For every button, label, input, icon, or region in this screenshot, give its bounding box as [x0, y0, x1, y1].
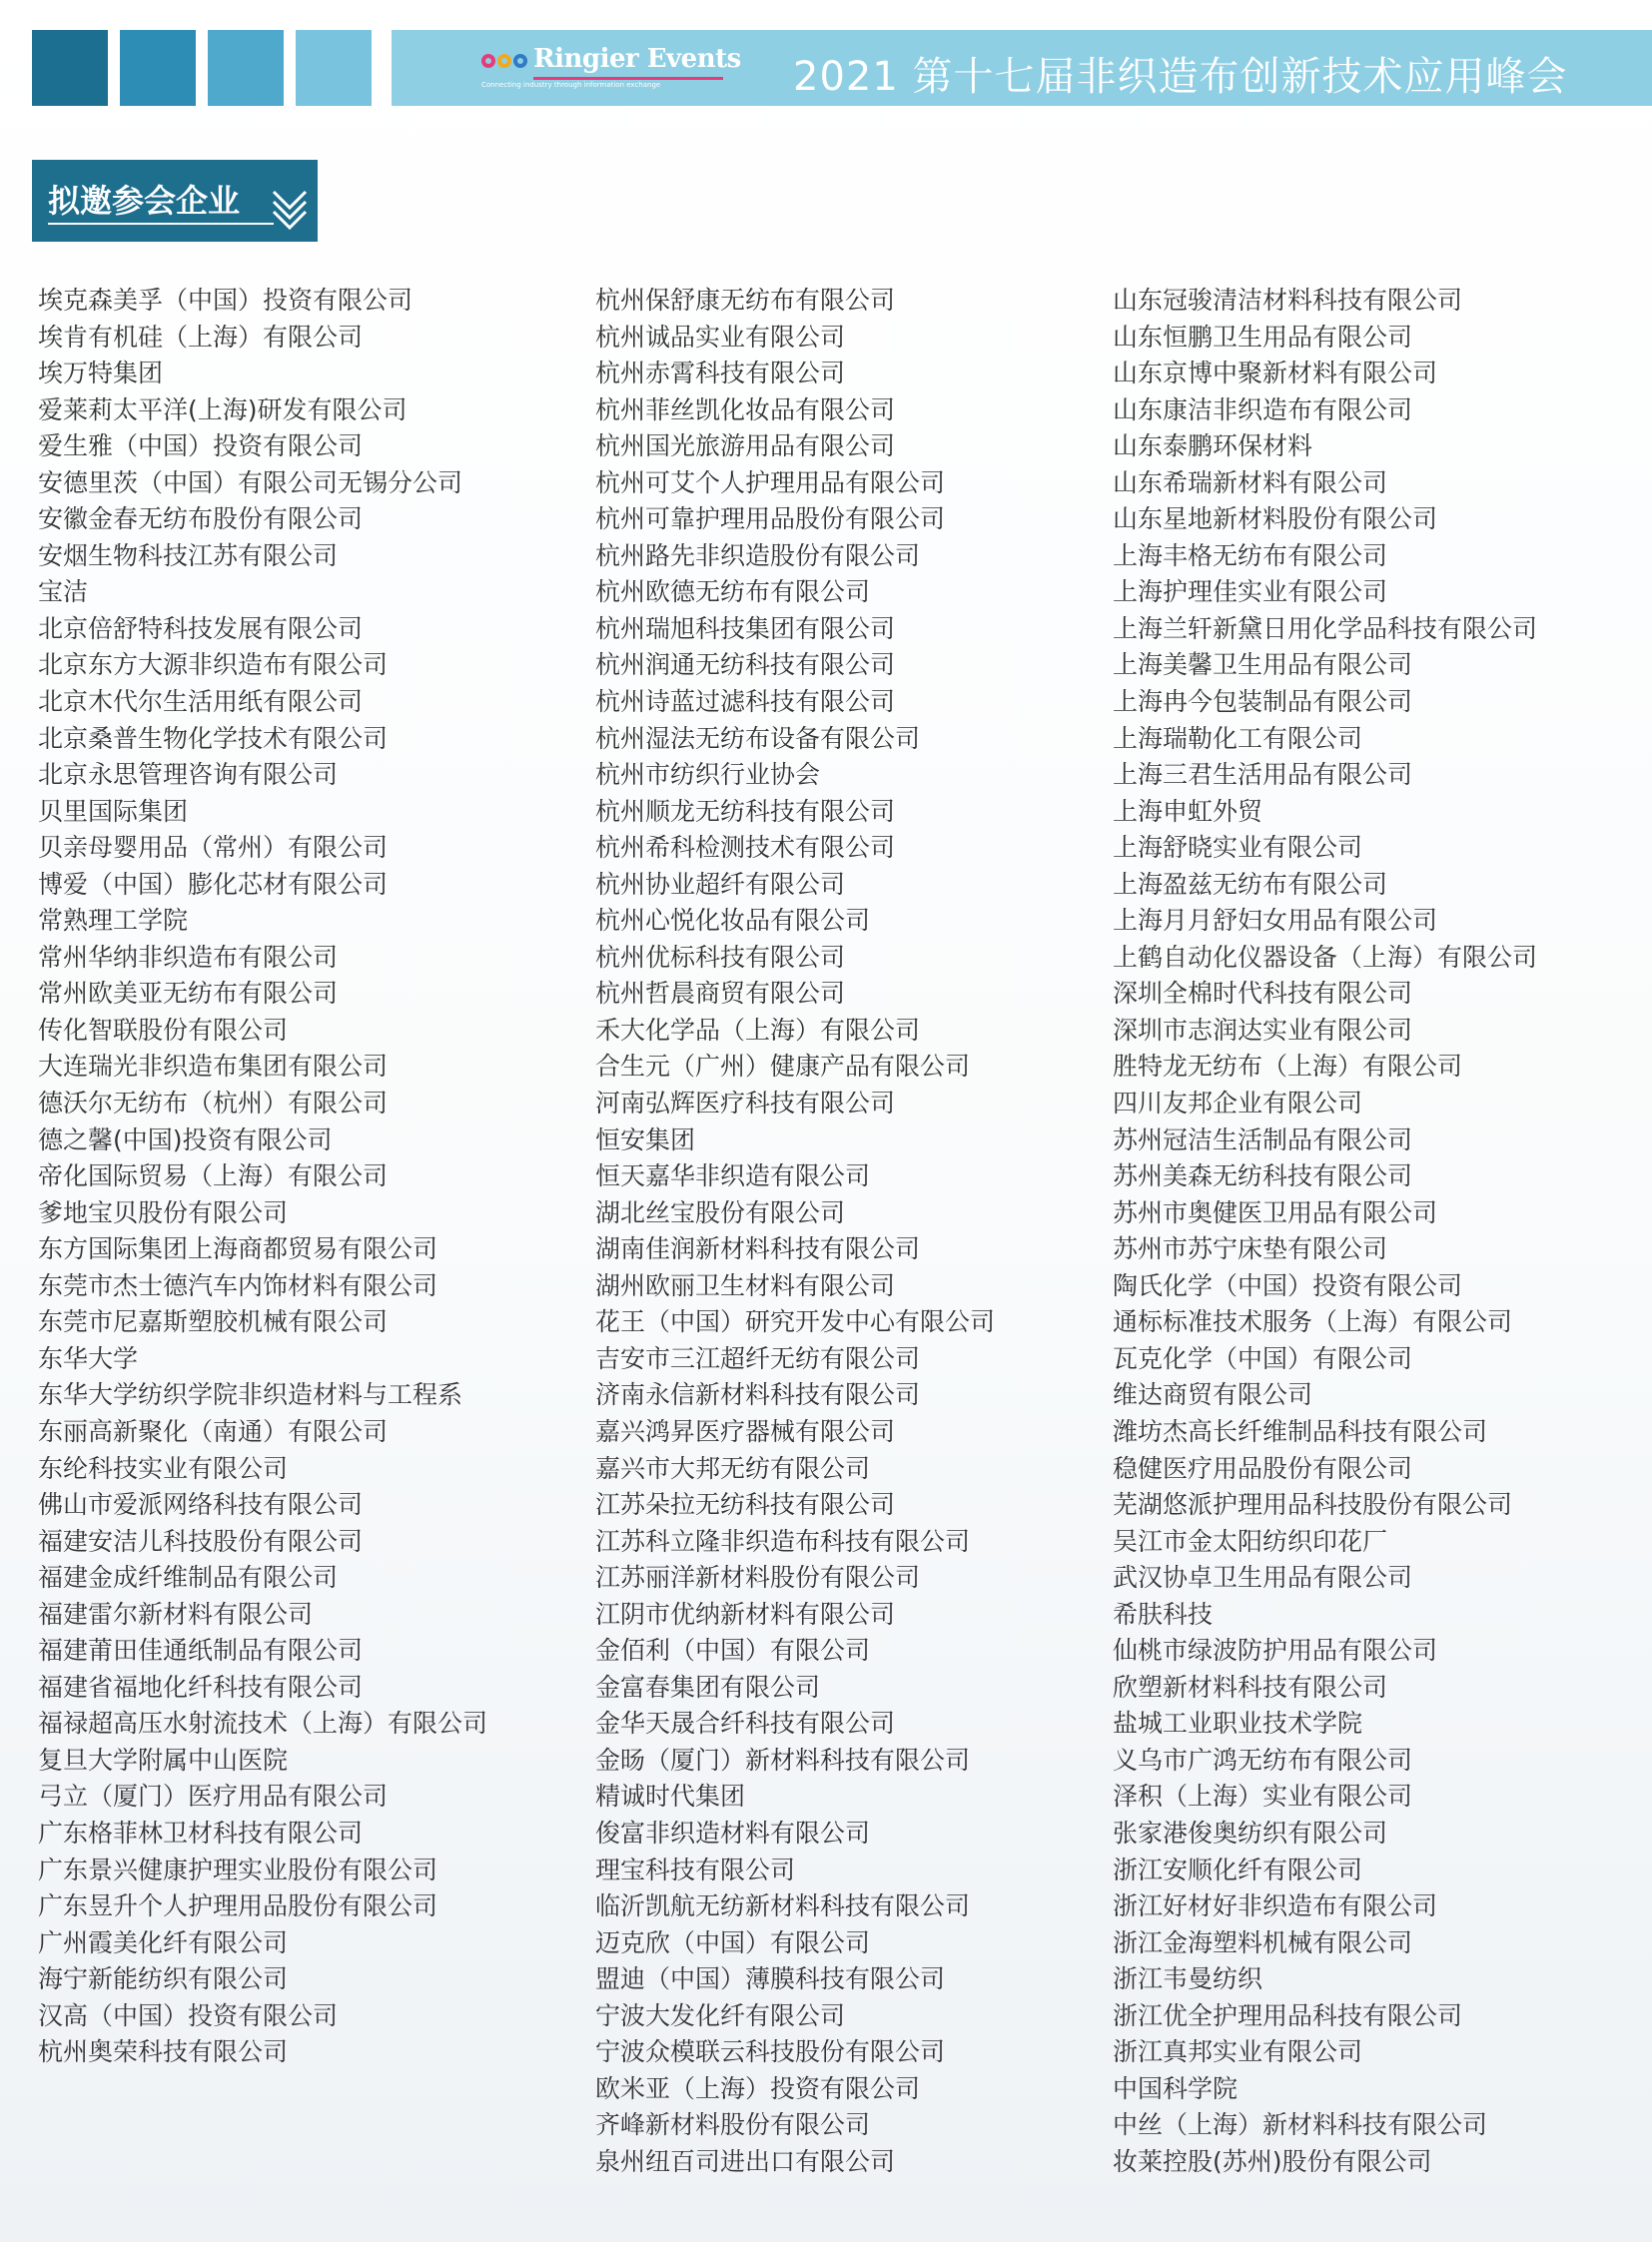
section-title: 拟邀参会企业	[48, 182, 241, 220]
company-name: 理宝科技有限公司	[595, 1855, 796, 1884]
company-name: 江苏丽洋新材料股份有限公司	[595, 1563, 921, 1593]
company-name: 上海兰轩新黛日用化学品科技有限公司	[1113, 613, 1538, 643]
company-name: 德沃尔无纺布（杭州）有限公司	[38, 1089, 389, 1119]
company-name: 大连瑞光非织造布集团有限公司	[38, 1052, 389, 1082]
company-name: 上海美馨卫生用品有限公司	[1113, 650, 1413, 680]
company-name: 禾大化学品（上海）有限公司	[595, 1015, 921, 1045]
company-name: 传化智联股份有限公司	[38, 1015, 289, 1045]
company-name: 杭州希科检测技术有限公司	[595, 833, 896, 863]
section-title-box	[32, 160, 318, 242]
company-name: 通标标准技术服务（上海）有限公司	[1113, 1307, 1513, 1337]
company-name: 常州欧美亚无纺布有限公司	[38, 979, 339, 1009]
company-name: 杭州诚品实业有限公司	[595, 322, 846, 352]
header-square-1	[32, 30, 108, 106]
company-name: 仙桃市绿波防护用品有限公司	[1113, 1636, 1438, 1666]
company-name: 上海护理佳实业有限公司	[1113, 577, 1388, 607]
header-square-4	[296, 30, 372, 106]
company-name: 山东冠骏清洁材料科技有限公司	[1113, 286, 1463, 315]
company-name: 陶氏化学（中国）投资有限公司	[1113, 1270, 1463, 1300]
company-name: 欧米亚（上海）投资有限公司	[595, 2073, 921, 2103]
company-name: 临沂凯航无纺新材料科技有限公司	[595, 1891, 971, 1921]
company-name: 安烟生物科技江苏有限公司	[38, 540, 339, 570]
company-name: 维达商贸有限公司	[1113, 1380, 1313, 1410]
company-name: 广州霞美化纤有限公司	[38, 1927, 289, 1957]
company-name: 欣塑新材料科技有限公司	[1113, 1672, 1388, 1702]
company-name: 汉高（中国）投资有限公司	[38, 2000, 339, 2030]
company-name: 浙江金海塑料机械有限公司	[1113, 1927, 1413, 1957]
company-name: 东莞市尼嘉斯塑胶机械有限公司	[38, 1307, 389, 1337]
company-name: 复旦大学附属中山医院	[38, 1745, 289, 1775]
company-name: 北京木代尔生活用纸有限公司	[38, 687, 364, 717]
header-square-2	[120, 30, 196, 106]
company-name: 杭州欧德无纺布有限公司	[595, 577, 871, 607]
company-name: 爱莱莉太平洋(上海)研发有限公司	[38, 394, 408, 424]
company-name: 山东康洁非织造布有限公司	[1113, 394, 1413, 424]
company-name: 东方国际集团上海商都贸易有限公司	[38, 1234, 438, 1264]
company-name: 常熟理工学院	[38, 906, 189, 936]
company-name: 山东希瑞新材料有限公司	[1113, 467, 1388, 497]
header-square-3	[208, 30, 284, 106]
company-name: 盐城工业职业技术学院	[1113, 1709, 1363, 1739]
company-name: 山东泰鹏环保材料	[1113, 431, 1313, 461]
company-name: 贝亲母婴用品（常州）有限公司	[38, 833, 389, 863]
event-title: 2021 第十七届非织造布创新技术应用峰会	[793, 54, 1568, 100]
company-name: 东华大学纺织学院非织造材料与工程系	[38, 1380, 463, 1410]
company-name: 江阴市优纳新材料有限公司	[595, 1599, 896, 1629]
company-name: 宁波大发化纤有限公司	[595, 2000, 846, 2030]
company-name: 福建省福地化纤科技有限公司	[38, 1672, 364, 1702]
company-name: 杭州优标科技有限公司	[595, 942, 846, 972]
company-name: 爹地宝贝股份有限公司	[38, 1197, 289, 1227]
company-name: 杭州赤霄科技有限公司	[595, 359, 846, 388]
company-name: 北京东方大源非织造布有限公司	[38, 650, 389, 680]
company-name: 苏州冠洁生活制品有限公司	[1113, 1124, 1413, 1154]
section-title-underline	[48, 223, 274, 225]
company-name: 东华大学	[38, 1343, 139, 1373]
company-name: 福建雷尔新材料有限公司	[38, 1599, 314, 1629]
company-name: 杭州诗蓝过滤科技有限公司	[595, 687, 896, 717]
company-name: 埃克森美孚（中国）投资有限公司	[38, 286, 413, 315]
company-name: 上鹤自动化仪器设备（上海）有限公司	[1113, 942, 1538, 972]
company-name: 杭州哲晨商贸有限公司	[595, 979, 846, 1009]
company-name: 上海丰格无纺布有限公司	[1113, 540, 1388, 570]
company-name: 上海瑞勒化工有限公司	[1113, 723, 1363, 753]
company-name: 上海盈兹无纺布有限公司	[1113, 869, 1388, 899]
company-name: 爱生雅（中国）投资有限公司	[38, 431, 364, 461]
company-name: 湖州欧丽卫生材料有限公司	[595, 1270, 896, 1300]
company-name: 四川友邦企业有限公司	[1113, 1089, 1363, 1119]
company-name: 山东京博中聚新材料有限公司	[1113, 359, 1438, 388]
company-name: 常州华纳非织造布有限公司	[38, 942, 339, 972]
company-name: 安徽金春无纺布股份有限公司	[38, 504, 364, 534]
company-name: 杭州心悦化妆品有限公司	[595, 906, 871, 936]
company-name: 浙江韦曼纺织	[1113, 1964, 1263, 1994]
company-name: 潍坊杰高长纤维制品科技有限公司	[1113, 1416, 1488, 1446]
company-name: 上海冉今包装制品有限公司	[1113, 687, 1413, 717]
company-name: 博爱（中国）膨化芯材有限公司	[38, 869, 389, 899]
company-name: 芜湖悠派护理用品科技股份有限公司	[1113, 1490, 1513, 1520]
company-name: 杭州奥荣科技有限公司	[38, 2037, 289, 2067]
company-name: 安德里茨（中国）有限公司无锡分公司	[38, 467, 463, 497]
company-name: 埃万特集团	[38, 359, 164, 388]
company-name: 浙江安顺化纤有限公司	[1113, 1855, 1363, 1884]
company-name: 瓦克化学（中国）有限公司	[1113, 1343, 1413, 1373]
company-list-column-3	[1113, 283, 1642, 2180]
company-name: 花王（中国）研究开发中心有限公司	[595, 1307, 996, 1337]
company-name: 埃肯有机硅（上海）有限公司	[38, 322, 364, 352]
company-name: 迈克欣（中国）有限公司	[595, 1927, 871, 1957]
company-name: 德之馨(中国)投资有限公司	[38, 1124, 333, 1154]
company-name: 杭州国光旅游用品有限公司	[595, 431, 896, 461]
company-name: 武汉协卓卫生用品有限公司	[1113, 1563, 1413, 1593]
company-name: 杭州路先非织造股份有限公司	[595, 540, 921, 570]
company-name: 福建莆田佳通纸制品有限公司	[38, 1636, 364, 1666]
company-name: 上海舒晓实业有限公司	[1113, 833, 1363, 863]
company-name: 福建安洁儿科技股份有限公司	[38, 1526, 364, 1556]
company-name: 杭州协业超纤有限公司	[595, 869, 846, 899]
company-list-column-1	[38, 283, 567, 2071]
ringier-events-logo	[481, 42, 741, 92]
logo-underline	[533, 77, 723, 80]
company-name: 吴江市金太阳纺织印花厂	[1113, 1526, 1388, 1556]
company-name: 泉州纽百司进出口有限公司	[595, 2146, 896, 2176]
company-name: 苏州市苏宁床垫有限公司	[1113, 1234, 1388, 1264]
company-name: 妆莱控股(苏州)股份有限公司	[1113, 2146, 1432, 2176]
company-name: 合生元（广州）健康产品有限公司	[595, 1052, 971, 1082]
company-list-column-2	[595, 283, 1095, 2180]
company-name: 上海月月舒妇女用品有限公司	[1113, 906, 1438, 936]
company-name: 金佰利（中国）有限公司	[595, 1636, 871, 1666]
company-name: 吉安市三江超纤无纺有限公司	[595, 1343, 921, 1373]
company-name: 杭州市纺织行业协会	[595, 760, 821, 790]
company-name: 广东景兴健康护理实业股份有限公司	[38, 1855, 438, 1884]
company-name: 湖北丝宝股份有限公司	[595, 1197, 846, 1227]
company-name: 东纶科技实业有限公司	[38, 1453, 289, 1483]
company-name: 杭州瑞旭科技集团有限公司	[595, 613, 896, 643]
company-name: 福禄超高压水射流技术（上海）有限公司	[38, 1709, 488, 1739]
company-name: 贝里国际集团	[38, 796, 189, 826]
company-name: 精诚时代集团	[595, 1782, 746, 1812]
company-name: 深圳全棉时代科技有限公司	[1113, 979, 1413, 1009]
company-name: 湖南佳润新材料科技有限公司	[595, 1234, 921, 1264]
company-name: 杭州湿法无纺布设备有限公司	[595, 723, 921, 753]
company-name: 北京桑普生物化学技术有限公司	[38, 723, 389, 753]
double-chevron-down-icon	[270, 188, 310, 230]
company-name: 东丽高新聚化（南通）有限公司	[38, 1416, 389, 1446]
company-name: 张家港俊奥纺织有限公司	[1113, 1818, 1388, 1848]
company-name: 嘉兴鸿昇医疗器械有限公司	[595, 1416, 896, 1446]
company-name: 盟迪（中国）薄膜科技有限公司	[595, 1964, 946, 1994]
company-name: 杭州润通无纺科技有限公司	[595, 650, 896, 680]
company-name: 苏州市奥健医卫用品有限公司	[1113, 1197, 1438, 1227]
company-name: 中国科学院	[1113, 2073, 1239, 2103]
company-name: 江苏科立隆非织造布科技有限公司	[595, 1526, 971, 1556]
company-name: 东莞市杰士德汽车内饰材料有限公司	[38, 1270, 438, 1300]
company-name: 上海申虹外贸	[1113, 796, 1263, 826]
page-header	[32, 30, 1652, 106]
company-name: 杭州保舒康无纺布有限公司	[595, 286, 896, 315]
company-name: 金富春集团有限公司	[595, 1672, 821, 1702]
company-name: 稳健医疗用品股份有限公司	[1113, 1453, 1413, 1483]
company-name: 恒安集团	[595, 1124, 696, 1154]
company-name: 齐峰新材料股份有限公司	[595, 2110, 871, 2140]
company-name: 泽积（上海）实业有限公司	[1113, 1782, 1413, 1812]
company-name: 福建金成纤维制品有限公司	[38, 1563, 339, 1593]
company-name: 杭州可艾个人护理用品有限公司	[595, 467, 946, 497]
company-name: 山东恒鹏卫生用品有限公司	[1113, 322, 1413, 352]
company-name: 苏州美森无纺科技有限公司	[1113, 1161, 1413, 1191]
company-name: 弓立（厦门）医疗用品有限公司	[38, 1782, 389, 1812]
company-name: 杭州顺龙无纺科技有限公司	[595, 796, 896, 826]
company-name: 俊富非织造材料有限公司	[595, 1818, 871, 1848]
logo-text: Ringier Events	[533, 44, 741, 74]
company-name: 广东格菲林卫材科技有限公司	[38, 1818, 364, 1848]
company-name: 浙江真邦实业有限公司	[1113, 2037, 1363, 2067]
company-name: 北京倍舒特科技发展有限公司	[38, 613, 364, 643]
company-name: 上海三君生活用品有限公司	[1113, 760, 1413, 790]
company-name: 河南弘辉医疗科技有限公司	[595, 1089, 896, 1119]
header-banner	[392, 30, 1652, 106]
company-name: 广东昱升个人护理用品股份有限公司	[38, 1891, 438, 1921]
company-name: 海宁新能纺织有限公司	[38, 1964, 289, 1994]
company-name: 义乌市广鸿无纺布有限公司	[1113, 1745, 1413, 1775]
company-name: 杭州菲丝凯化妆品有限公司	[595, 394, 896, 424]
company-name: 金华天晟合纤科技有限公司	[595, 1709, 896, 1739]
company-name: 山东星地新材料股份有限公司	[1113, 504, 1438, 534]
company-name: 恒天嘉华非织造有限公司	[595, 1161, 871, 1191]
company-name: 浙江好材好非织造布有限公司	[1113, 1891, 1438, 1921]
company-name: 深圳市志润达实业有限公司	[1113, 1015, 1413, 1045]
company-name: 嘉兴市大邦无纺有限公司	[595, 1453, 871, 1483]
company-name: 北京永思管理咨询有限公司	[38, 760, 339, 790]
company-name: 济南永信新材料科技有限公司	[595, 1380, 921, 1410]
company-name: 中丝（上海）新材料科技有限公司	[1113, 2110, 1488, 2140]
company-name: 希肤科技	[1113, 1599, 1214, 1629]
company-name: 帝化国际贸易（上海）有限公司	[38, 1161, 389, 1191]
company-name: 金旸（厦门）新材料科技有限公司	[595, 1745, 971, 1775]
company-name: 胜特龙无纺布（上海）有限公司	[1113, 1052, 1463, 1082]
company-name: 杭州可靠护理用品股份有限公司	[595, 504, 946, 534]
company-name: 宁波众模联云科技股份有限公司	[595, 2037, 946, 2067]
company-name: 佛山市爱派网络科技有限公司	[38, 1490, 364, 1520]
company-name: 浙江优全护理用品科技有限公司	[1113, 2000, 1463, 2030]
logo-tagline: Connecting industry through information exchange	[481, 81, 661, 89]
company-name: 宝洁	[38, 577, 89, 607]
company-name: 江苏朵拉无纺科技有限公司	[595, 1490, 896, 1520]
